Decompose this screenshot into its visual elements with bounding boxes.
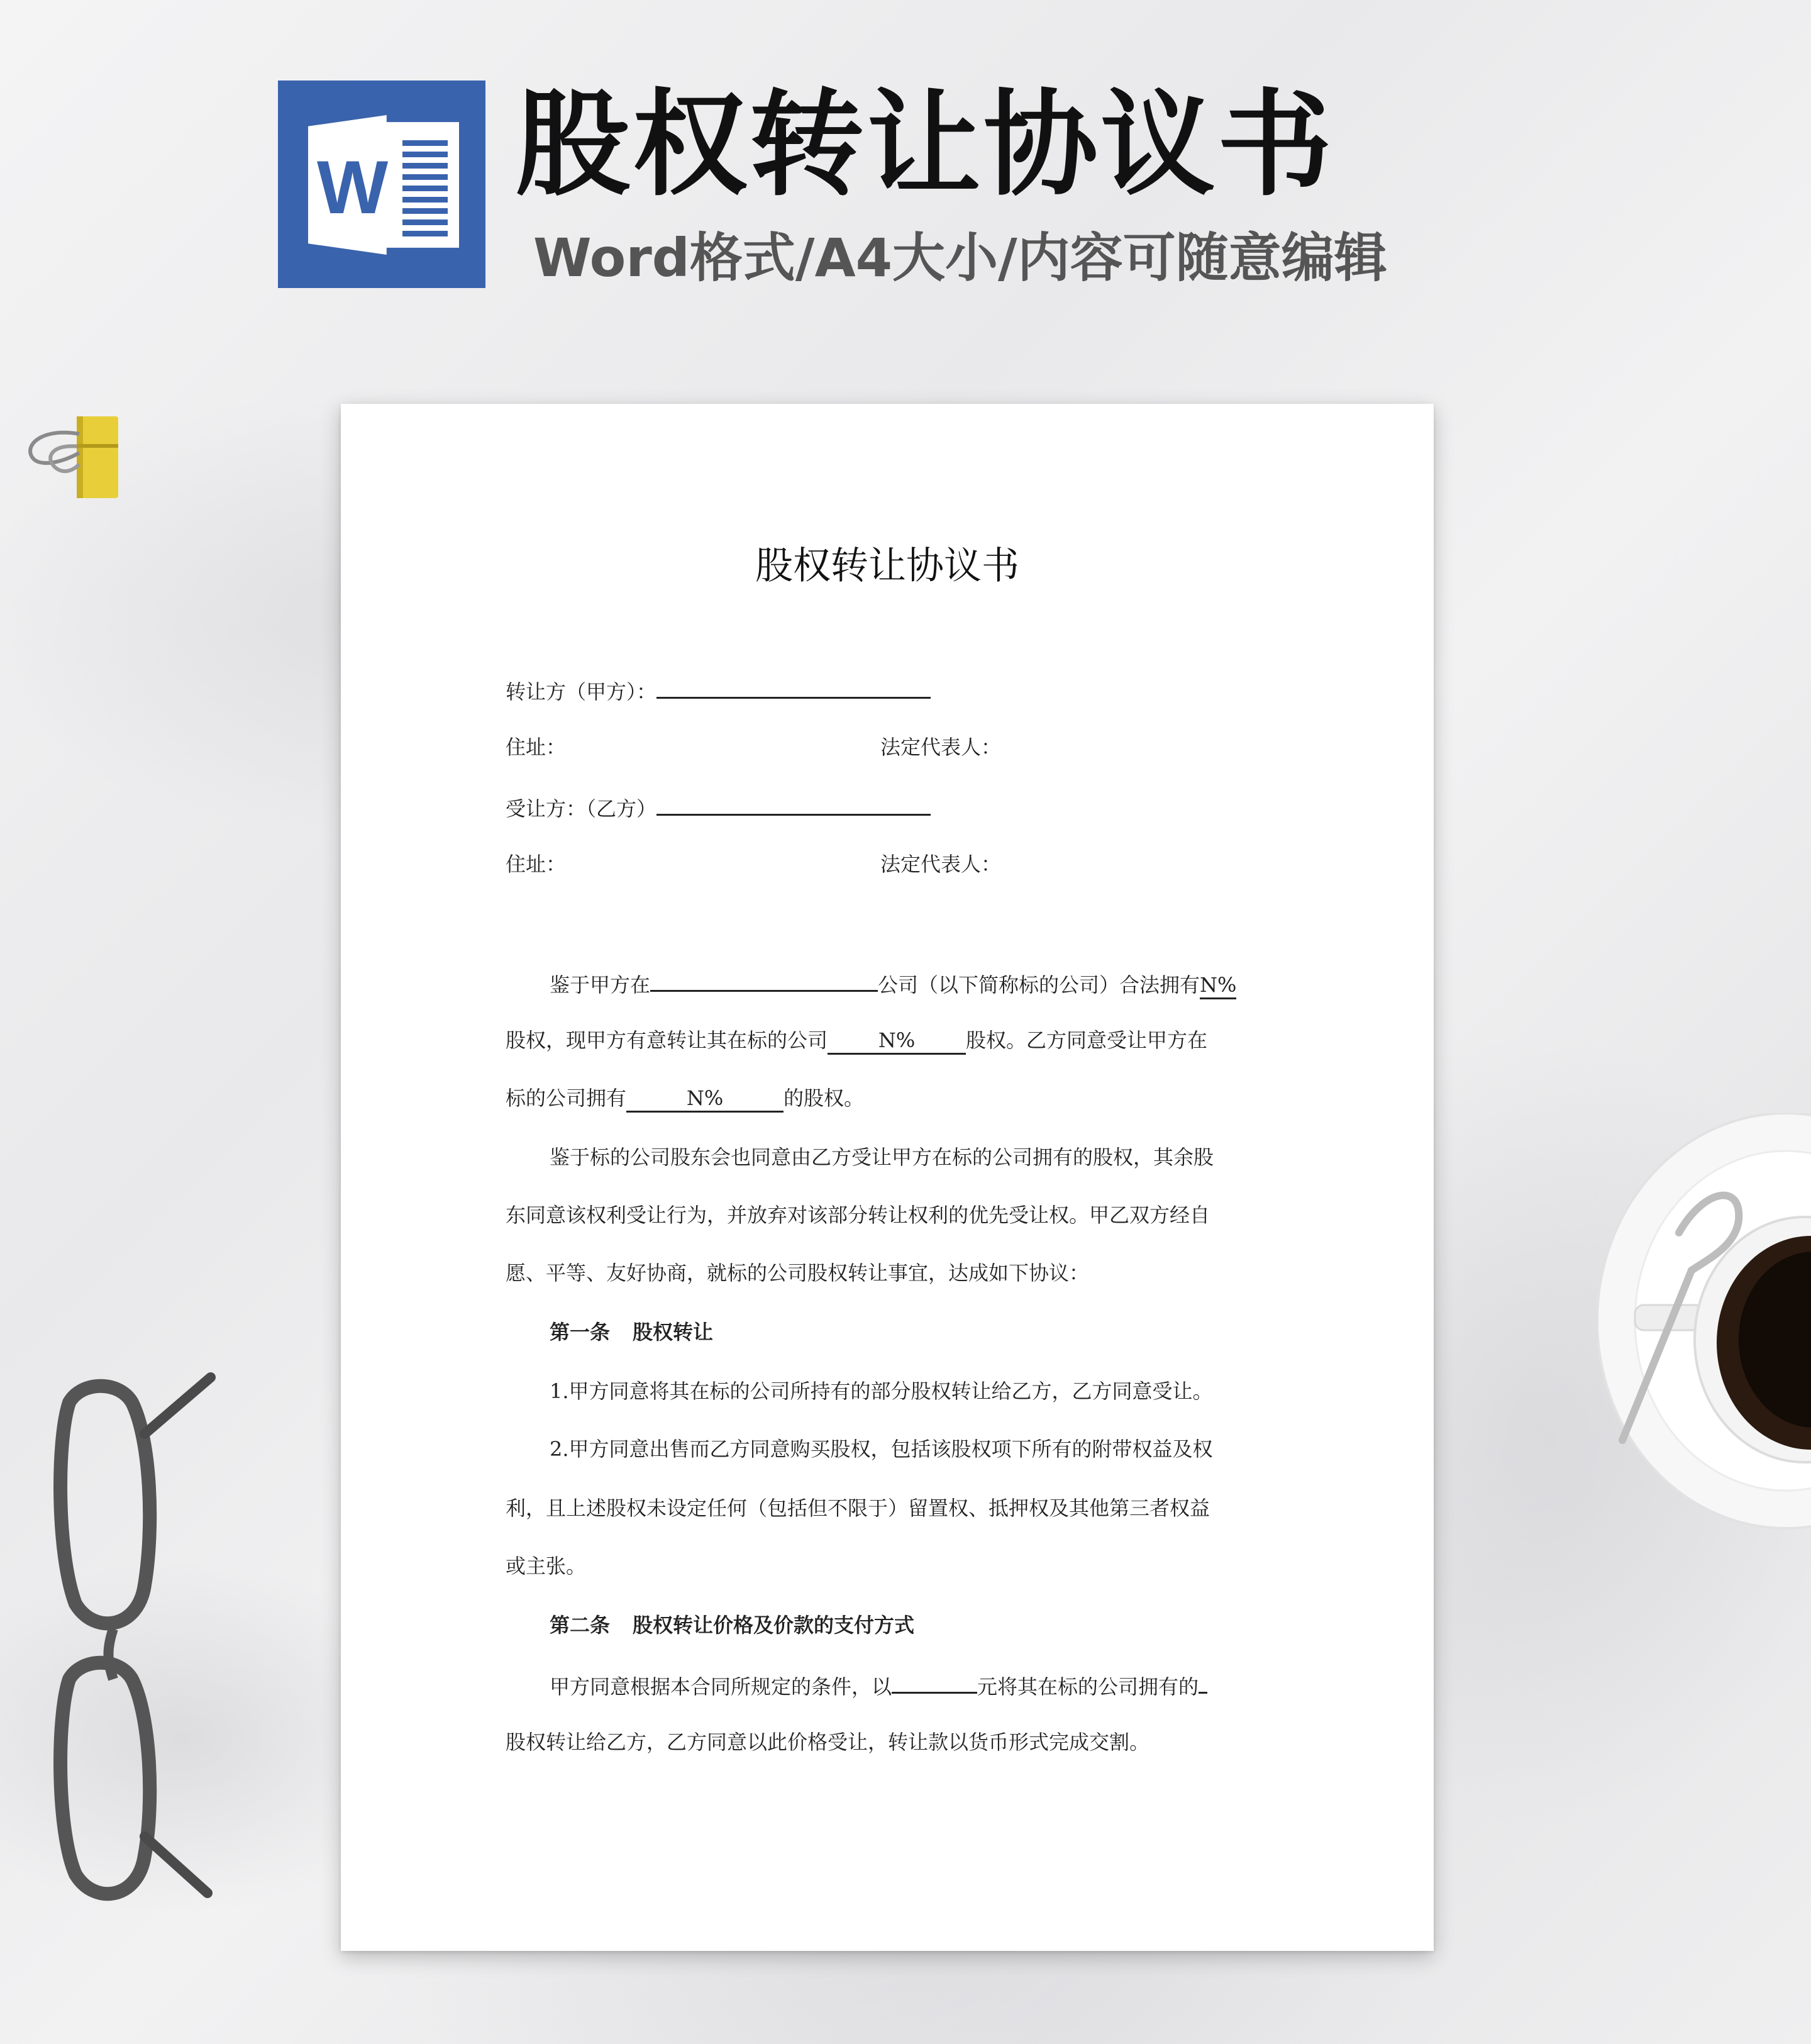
share-percent: N% <box>1200 972 1236 999</box>
party-a-legal-rep-label: 法定代表人： <box>880 735 1002 759</box>
party-a-row <box>506 674 931 706</box>
paragraph-2-line-1: 鉴于标的公司股东会也同意由乙方受让甲方在标的公司拥有的股权，其余股 <box>550 1145 1214 1169</box>
paragraph-1-line-3: 标的公司拥有 N% 的股权。 <box>506 1084 864 1113</box>
article-1-item-2-line-3: 或主张。 <box>506 1554 587 1578</box>
party-b-label: 受让方：（乙方） <box>506 797 657 821</box>
article-2-heading: 第二条 股权转让价格及价款的支付方式 <box>550 1613 915 1637</box>
transfer-percent: N% <box>828 1028 966 1055</box>
paragraph-1-line-1: 鉴于甲方在 公司（以下简称标的公司）合法拥有N% <box>550 967 1236 999</box>
page-title: 股权转让协议书 <box>516 78 1334 211</box>
party-a-address-label: 住址： <box>506 735 567 759</box>
party-b-legal-rep-label: 法定代表人： <box>880 852 1002 876</box>
article-1-item-1: 1.甲方同意将其在标的公司所持有的部分股权转让给乙方，乙方同意受让。 <box>550 1379 1213 1403</box>
page-subtitle: Word格式/A4大小/内容可随意编辑 <box>533 227 1387 289</box>
owned-percent: N% <box>626 1086 784 1113</box>
party-a-label: 转让方（甲方）： <box>506 680 657 704</box>
paragraph-2-line-3: 愿、平等、友好协商，就标的公司股权转让事宜，达成如下协议： <box>506 1261 1090 1285</box>
party-b-address-label: 住址： <box>506 852 567 876</box>
party-b-row <box>506 791 931 823</box>
article-2-line-2: 股权转让给乙方，乙方同意以此价格受让，转让款以货币形式完成交割。 <box>506 1730 1150 1754</box>
paragraph-2-line-2: 东同意该权利受让行为，并放弃对该部分转让权利的优先受让权。甲乙双方经自 <box>506 1203 1210 1227</box>
eyeglasses-icon <box>50 1365 239 1906</box>
party-b-blank[interactable] <box>656 791 931 816</box>
article-1-heading: 第一条 股权转让 <box>550 1320 714 1344</box>
article-1-item-2-line-1: 2.甲方同意出售而乙方同意购买股权，包括该股权项下所有的附带权益及权 <box>550 1437 1213 1461</box>
word-logo-icon <box>278 81 485 288</box>
coffee-cup-icon <box>1597 1113 1811 1547</box>
equity-blank[interactable] <box>1199 1669 1207 1694</box>
document-title: 股权转让协议书 <box>755 544 1019 588</box>
price-blank[interactable] <box>892 1669 977 1694</box>
article-1-item-2-line-2: 利，且上述股权未设定任何（包括但不限于）留置权、抵押权及其他第三者权益 <box>506 1496 1210 1520</box>
document-page <box>341 404 1434 1951</box>
party-a-blank[interactable] <box>656 674 931 699</box>
paragraph-1-line-2: 股权，现甲方有意转让其在标的公司 N% 股权。乙方同意受让甲方在 <box>506 1026 1207 1055</box>
word-logo-letter: W <box>317 145 389 230</box>
company-name-blank[interactable] <box>650 967 878 992</box>
binder-clip-icon <box>19 409 129 503</box>
article-2-line-1: 甲方同意根据本合同所规定的条件，以 元将其在标的公司拥有的 <box>550 1669 1207 1701</box>
